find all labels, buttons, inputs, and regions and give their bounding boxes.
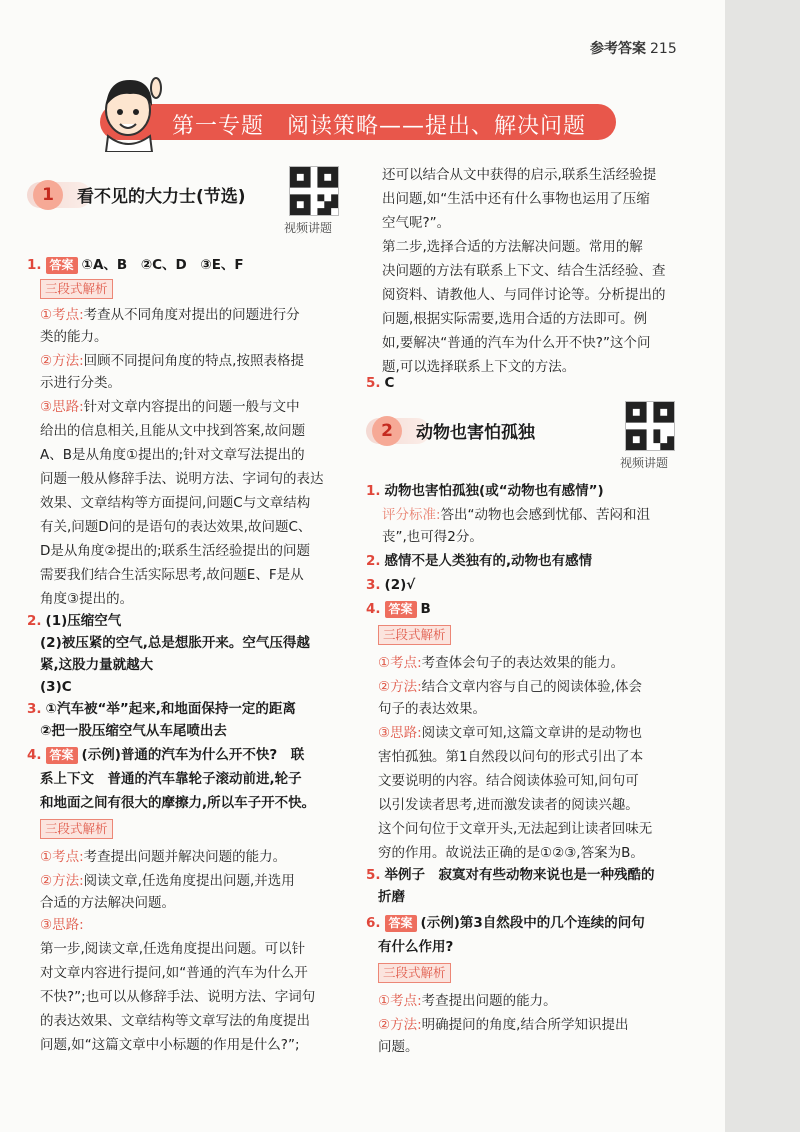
fangfa-label: ②方法: xyxy=(40,353,84,369)
kaodian-label: ①考点: xyxy=(378,993,422,1009)
s2-q1-score xyxy=(382,504,650,526)
q4-kaodian xyxy=(40,846,286,868)
s2-q1-score-2: 丧”,也可得2分。 xyxy=(382,529,483,545)
q3-line-1 xyxy=(27,698,296,720)
s2-q6-text: (示例)第3自然段中的几个连续的问句 xyxy=(420,915,645,931)
s2-q4-silu-line: 害怕孤独。第1自然段以问句的形式引出了本 xyxy=(378,749,644,765)
s2-q3-text: (2)√ xyxy=(384,577,416,593)
s2-q4-silu-line: 以引发读者思考,进而激发读者的阅读兴趣。 xyxy=(378,797,639,813)
kaodian-text: 考查体会句子的表达效果的能力。 xyxy=(421,655,625,671)
q4-cont-line: 问题,根据实际需要,选用合适的方法即可。例 xyxy=(382,311,648,327)
banner-title: 第一专题 阅读策略——提出、解决问题 xyxy=(172,114,587,139)
q2-line-2: (2)被压紧的空气,总是想胀开来。空气压得越 xyxy=(40,635,310,651)
silu-label: ③思路: xyxy=(378,725,422,741)
q1-kaodian-2: 类的能力。 xyxy=(40,329,108,345)
fangfa-text: 明确提问的角度,结合所学知识提出 xyxy=(421,1017,629,1033)
s2-q6-kaodian xyxy=(378,990,557,1012)
s2-q6-fangfa xyxy=(378,1014,628,1036)
q1-fangfa-2: 示进行分类。 xyxy=(40,375,121,391)
q4-cont-line: 空气呢?”。 xyxy=(382,215,451,231)
q-number: 6. xyxy=(366,915,381,931)
silu-label: ③思路: xyxy=(40,917,84,933)
analysis-tag: 三段式解析 xyxy=(40,279,113,299)
section-number: 2 xyxy=(372,416,402,446)
s2-q6-line-2: 有什么作用? xyxy=(378,939,454,955)
q4-silu-line: 不快?”;也可以从修辞手法、说明方法、字词句 xyxy=(40,989,316,1005)
q4-line-2: 系上下文 普通的汽车靠轮子滚动前进,轮子 xyxy=(40,771,302,787)
s2-q4-silu-line: 这个问句位于文章开头,无法起到让读者回味无 xyxy=(378,821,653,837)
page-number: 215 xyxy=(650,41,677,57)
kaodian-label: ①考点: xyxy=(40,307,84,323)
header-label: 参考答案 xyxy=(590,41,646,57)
analysis-tag-line xyxy=(378,624,451,646)
silu-text: 针对文章内容提出的问题一般与文中 xyxy=(83,399,300,415)
q4-silu-line: 第一步,阅读文章,任选角度提出问题。可以针 xyxy=(40,941,306,957)
s2-q5-line-2: 折磨 xyxy=(378,889,405,905)
s2-q2-line xyxy=(366,550,592,572)
q4-cont-line: 阅资料、请教他人、与同伴讨论等。分析提出的 xyxy=(382,287,666,303)
q-number: 3. xyxy=(27,701,42,717)
qr-caption: 视频讲题 xyxy=(284,221,333,235)
topic-banner xyxy=(100,104,616,140)
analysis-tag: 三段式解析 xyxy=(378,963,451,983)
q4-cont-line: 决问题的方法有联系上下文、结合生活经验、查 xyxy=(382,263,666,279)
silu-label: ③思路: xyxy=(40,399,84,415)
q-number: 4. xyxy=(366,601,381,617)
q4-cont-line: 如,要解决“普通的汽车为什么开不快?”这个问 xyxy=(382,335,651,351)
s2-q6-fangfa-2: 问题。 xyxy=(378,1039,419,1055)
student-avatar-icon xyxy=(94,66,164,152)
q1-answer: ①A、B ②C、D ③E、F xyxy=(81,257,244,273)
q4-silu-line: 的表达效果、文章结构等文章写法的角度提出 xyxy=(40,1013,310,1029)
kaodian-text: 考查提出问题并解决问题的能力。 xyxy=(83,849,287,865)
qr-code-icon[interactable] xyxy=(625,401,675,451)
qr-caption: 视频讲题 xyxy=(620,456,669,470)
kaodian-text: 考查提出问题的能力。 xyxy=(421,993,557,1009)
fangfa-label: ②方法: xyxy=(40,873,84,889)
section-title: 动物也害怕孤独 xyxy=(416,423,535,443)
q5-answer: C xyxy=(384,375,395,391)
q4-silu xyxy=(40,914,84,936)
fangfa-label: ②方法: xyxy=(378,679,422,695)
q4-fangfa xyxy=(40,870,295,892)
s2-q4-answer: B xyxy=(420,601,431,617)
answer-tag: 答案 xyxy=(385,915,417,932)
section-title: 看不见的大力士(节选) xyxy=(77,187,246,207)
q4-cont-line: 第二步,选择合适的方法解决问题。常用的解 xyxy=(382,239,643,255)
q1-silu-line: 角度③提出的。 xyxy=(40,591,134,607)
q-number: 4. xyxy=(27,747,42,763)
q1-silu-line: D是从角度②提出的;联系生活经验提出的问题 xyxy=(40,543,311,559)
q1-silu-line: 效果、文章结构等方面提问,问题C与文章结构 xyxy=(40,495,311,511)
s2-q4-fangfa-2: 句子的表达效果。 xyxy=(378,701,486,717)
q4-fangfa-2: 合适的方法解决问题。 xyxy=(40,895,175,911)
s1-q5-line xyxy=(366,372,394,394)
answer-tag: 答案 xyxy=(46,747,78,764)
s2-q4-silu-line: 文要说明的内容。结合阅读体验可知,问句可 xyxy=(378,773,639,789)
analysis-tag-line xyxy=(40,818,113,840)
fangfa-text: 结合文章内容与自己的阅读体验,体会 xyxy=(421,679,642,695)
s2-q6-line-1 xyxy=(366,912,645,934)
q1-answer-line xyxy=(27,254,244,276)
section-number: 1 xyxy=(33,180,63,210)
s2-q4-silu-line: 穷的作用。故说法正确的是①②③,答案为B。 xyxy=(378,845,644,861)
q1-silu-line: 问题一般从修辞手法、说明方法、字词句的表达 xyxy=(40,471,324,487)
s2-q2-text: 感情不是人类独有的,动物也有感情 xyxy=(384,553,593,569)
analysis-tag-line xyxy=(378,962,451,984)
s2-q4-kaodian xyxy=(378,652,624,674)
q-number: 3. xyxy=(366,577,381,593)
qr-code-icon[interactable] xyxy=(289,166,339,216)
s2-q4-line xyxy=(366,598,431,620)
fangfa-label: ②方法: xyxy=(378,1017,422,1033)
q1-silu-line: 有关,问题D问的是语句的表达效果,故问题C、 xyxy=(40,519,312,535)
q4-silu-line: 对文章内容进行提问,如“普通的汽车为什么开 xyxy=(40,965,308,981)
s2-q4-silu xyxy=(378,722,642,744)
q1-silu-line: A、B是从角度①提出的;针对文章写法提出的 xyxy=(40,447,305,463)
q1-silu-line: 给出的信息相关,且能从文中找到答案,故问题 xyxy=(40,423,306,439)
score-text: 答出“动物也会感到忧郁、苦闷和沮 xyxy=(440,507,651,523)
s2-q4-fangfa xyxy=(378,676,642,698)
kaodian-label: ①考点: xyxy=(40,849,84,865)
kaodian-text: 考查从不同角度对提出的问题进行分 xyxy=(83,307,300,323)
analysis-tag: 三段式解析 xyxy=(378,625,451,645)
analysis-tag-line xyxy=(40,278,113,300)
q4-line-3: 和地面之间有很大的摩擦力,所以车子开不快。 xyxy=(40,795,316,811)
q-number: 2. xyxy=(27,613,42,629)
s2-q3-line xyxy=(366,574,415,596)
q4-cont-line: 题,可以选择联系上下文的方法。 xyxy=(382,359,576,375)
q2-line-4: (3)C xyxy=(40,679,72,695)
s2-q1-text: 动物也害怕孤独(或“动物也有感情”) xyxy=(384,483,604,499)
q2-line-3: 紧,这股力量就越大 xyxy=(40,657,154,673)
s2-q1-line xyxy=(366,480,604,502)
score-label: 评分标准: xyxy=(382,507,441,523)
kaodian-label: ①考点: xyxy=(378,655,422,671)
q1-silu xyxy=(40,396,300,418)
q1-kaodian xyxy=(40,304,300,326)
answer-tag: 答案 xyxy=(46,257,78,274)
page-header xyxy=(590,38,677,58)
fangfa-text: 阅读文章,任选角度提出问题,并选用 xyxy=(83,873,295,889)
s2-q5-line-1 xyxy=(366,864,655,886)
answer-tag: 答案 xyxy=(385,601,417,618)
s2-q5-text: 举例子 寂寞对有些动物来说也是一种残酷的 xyxy=(384,867,655,883)
q-number: 5. xyxy=(366,867,381,883)
q-number: 2. xyxy=(366,553,381,569)
q3-text: ①汽车被“举”起来,和地面保持一定的距离 xyxy=(45,701,296,717)
q2-line-1 xyxy=(27,610,121,632)
q4-cont-line: 出问题,如“生活中还有什么事物也运用了压缩 xyxy=(382,191,650,207)
q4-silu-line: 问题,如“这篇文章中小标题的作用是什么?”; xyxy=(40,1037,300,1053)
q1-silu-line: 需要我们结合生活实际思考,故问题E、F是从 xyxy=(40,567,304,583)
q4-text: (示例)普通的汽车为什么开不快? 联 xyxy=(81,747,305,763)
q-number: 5. xyxy=(366,375,381,391)
q4-cont-line: 还可以结合从文中获得的启示,联系生活经验提 xyxy=(382,167,657,183)
fangfa-text: 回顾不同提问角度的特点,按照表格提 xyxy=(83,353,304,369)
q1-fangfa xyxy=(40,350,304,372)
q2-text: (1)压缩空气 xyxy=(45,613,122,629)
silu-text: 阅读文章可知,这篇文章讲的是动物也 xyxy=(421,725,642,741)
analysis-tag: 三段式解析 xyxy=(40,819,113,839)
q-number: 1. xyxy=(27,257,42,273)
q4-line-1 xyxy=(27,744,304,766)
page-edge xyxy=(725,0,800,1132)
q-number: 1. xyxy=(366,483,381,499)
q3-line-2: ②把一股压缩空气从车尾喷出去 xyxy=(40,723,227,739)
